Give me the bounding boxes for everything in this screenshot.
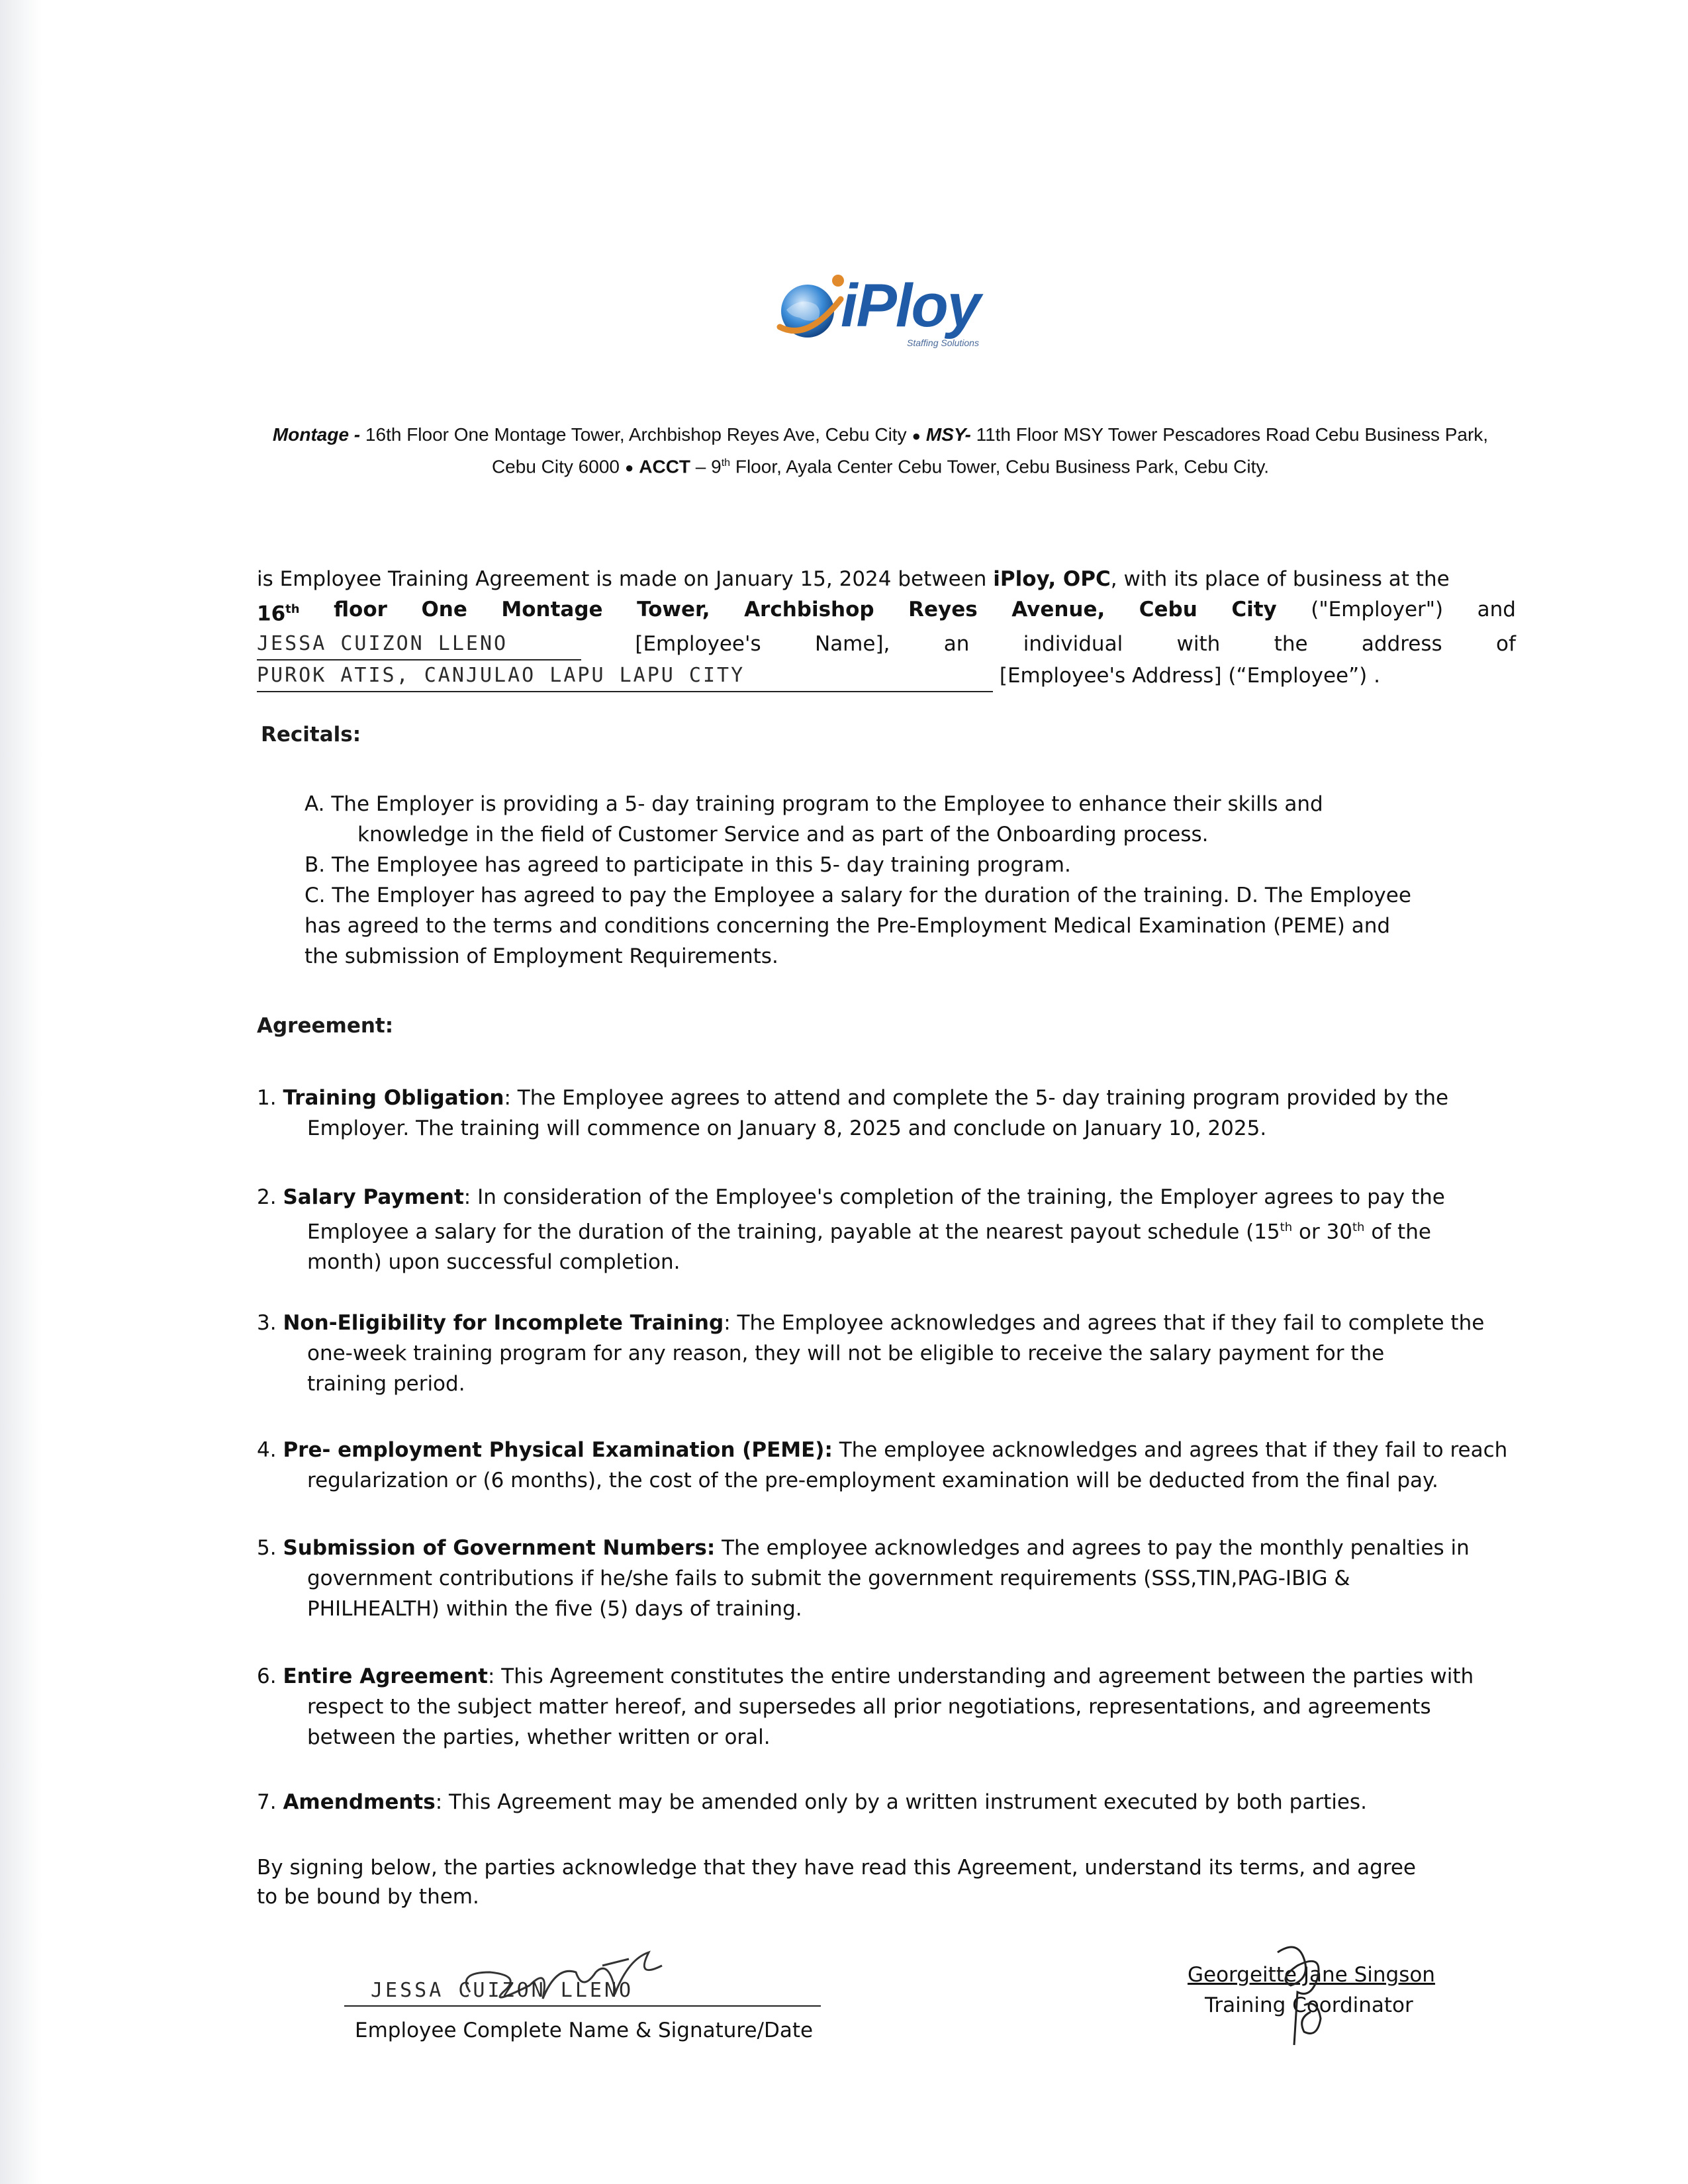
recital-b: B. The Employee has agreed to participate in this 5- day training program.	[305, 853, 1071, 877]
intro-line-3-word: the	[1274, 632, 1308, 657]
clause-4	[257, 1435, 1516, 1496]
intro-line-2	[257, 594, 1516, 629]
employer-address-word: Reyes	[908, 598, 978, 621]
clause-number: 5.	[257, 1536, 283, 1560]
clause-6	[257, 1661, 1516, 1752]
closing-statement	[257, 1853, 1481, 1911]
recital-a-cont: knowledge in the field of Customer Service and as part of the Onboarding process.	[357, 823, 1209, 846]
clause-text: : This Agreement constitutes the entire understanding and agreement between the parties with	[487, 1664, 1474, 1688]
clause-text-cont: regularization or (6 months), the cost of the pre-employment examination will be deducted from the final pay.	[307, 1469, 1438, 1492]
employee-name-handwritten: JESSA CUIZON LLENO	[257, 629, 581, 660]
intro-line-3	[257, 629, 1516, 660]
clause-text-cont: Employee a salary for the duration of the training, payable at the nearest payout schedule (15	[307, 1220, 1280, 1244]
closing-line-2: to be bound by them.	[257, 1885, 479, 1909]
floor-sup: th	[285, 602, 300, 616]
intro-line-4	[257, 660, 1516, 692]
recital-a: A. The Employer is providing a 5- day training program to the Employee to enhance their skills and	[305, 792, 1323, 816]
coordinator-title: Training Coordinator	[1205, 1993, 1413, 2017]
intro-line-1	[257, 564, 1516, 594]
employer-name: iPloy, OPC	[993, 567, 1111, 591]
clause-number: 3.	[257, 1311, 283, 1335]
employee-signature-caption: Employee Complete Name & Signature/Date	[355, 2019, 814, 2042]
clause-number: 1.	[257, 1086, 283, 1110]
employer-address-word: City	[1231, 598, 1277, 621]
intro-line-3-word: [Employee's	[635, 632, 761, 657]
ordinal-sup: th	[1352, 1220, 1365, 1234]
employee-address-label: [Employee's Address] (“Employee”) .	[993, 664, 1380, 688]
acct-address-part1: – 9	[690, 456, 722, 477]
clause-title: Salary Payment	[283, 1185, 464, 1209]
employer-address-word: One	[421, 598, 467, 621]
intro-text-a: is Employee Training Agreement is made on January 15, 2024 between	[257, 567, 994, 591]
recital-c-cont: the submission of Employment Requirements.	[305, 944, 778, 968]
coordinator-signature-block	[1178, 1939, 1456, 2071]
clause-title: Pre- employment Physical Examination (PEME):	[283, 1438, 833, 1462]
signature-line	[344, 2005, 821, 2007]
scan-edge-shadow	[0, 0, 42, 2184]
clause-title: Submission of Government Numbers:	[283, 1536, 716, 1560]
employer-address-word: Montage	[501, 598, 603, 621]
logo-wordmark: iPloy	[841, 272, 980, 340]
employer-address-word: Archbishop	[744, 598, 874, 621]
clause-title: Non-Eligibility for Incomplete Training	[283, 1311, 724, 1335]
intro-line-3-word: an	[943, 632, 970, 657]
clause-3	[257, 1308, 1516, 1399]
clause-2	[257, 1182, 1516, 1277]
bullet-dot: ●	[912, 428, 921, 444]
recital-c: C. The Employer has agreed to pay the Employee a salary for the duration of the training. D. The Employee	[305, 884, 1411, 907]
logo-tagline: Staffing Solutions	[907, 338, 979, 348]
employer-address-word: Cebu	[1139, 598, 1197, 621]
clause-text-cont: respect to the subject matter hereof, and supersedes all prior negotiations, representations, and agreements	[307, 1695, 1431, 1719]
montage-label: Montage -	[272, 424, 365, 445]
clause-text: : In consideration of the Employee's completion of the training, the Employer agrees to pay the	[463, 1185, 1445, 1209]
clause-text: : This Agreement may be amended only by a written instrument executed by both parties.	[435, 1790, 1367, 1814]
acct-label: ACCT	[639, 456, 691, 477]
acct-address-part2: Floor, Ayala Center Cebu Tower, Cebu Business Park, Cebu City.	[730, 456, 1270, 477]
conjunction: and	[1477, 598, 1516, 621]
employer-address-word: Avenue,	[1011, 598, 1105, 621]
intro-text-b: , with its place of business at the	[1110, 567, 1450, 591]
clause-text-cont: between the parties, whether written or oral.	[307, 1725, 771, 1749]
clause-text-cont: of the	[1364, 1220, 1431, 1244]
clause-5	[257, 1533, 1516, 1624]
clause-text-cont: PHILHEALTH) within the five (5) days of training.	[307, 1597, 802, 1621]
clause-text-cont: month) upon successful completion.	[307, 1250, 680, 1275]
employer-address-word: floor	[334, 598, 387, 621]
intro-line-3-word: with	[1176, 632, 1221, 657]
clause-text-cont: or 30	[1292, 1220, 1352, 1244]
clause-text-cont: training period.	[307, 1372, 465, 1396]
clause-text-cont: government contributions if he/she fails to submit the government requirements (SSS,TIN,PAG-IBIG &	[307, 1567, 1350, 1590]
floor-number	[257, 594, 300, 629]
employer-label: ("Employer")	[1311, 598, 1444, 621]
clause-number: 2.	[257, 1185, 283, 1209]
clause-text: : The Employee agrees to attend and complete the 5- day training program provided by the	[504, 1086, 1449, 1110]
clause-text: The employee acknowledges and agrees to pay the monthly penalties in	[715, 1536, 1470, 1560]
clause-text: The employee acknowledges and agrees that if they fail to reach	[832, 1438, 1508, 1462]
bullet-dot: ●	[624, 459, 634, 477]
company-logo	[774, 265, 1000, 357]
msy-label: MSY-	[925, 424, 976, 445]
intro-line-3-word: address	[1361, 632, 1442, 657]
ordinal-sup: th	[1280, 1220, 1293, 1234]
clause-text-cont: one-week training program for any reason, they will not be eligible to receive the salary payment for the	[307, 1342, 1385, 1365]
clause-text-cont: Employer. The training will commence on January 8, 2025 and conclude on January 10, 2025.	[307, 1116, 1267, 1140]
clause-number: 7.	[257, 1790, 283, 1814]
employee-address-handwritten: PUROK ATIS, CANJULAO LAPU LAPU CITY	[257, 660, 993, 692]
clause-number: 6.	[257, 1664, 283, 1688]
clause-number: 4.	[257, 1438, 283, 1462]
recital-c-cont: has agreed to the terms and conditions concerning the Pre-Employment Medical Examination (PEME) and	[305, 914, 1391, 938]
coordinator-name: Georgeitte Jane Singson	[1188, 1963, 1435, 1987]
intro-line-3-word: of	[1496, 632, 1516, 657]
employer-address-word: Tower,	[637, 598, 710, 621]
globe-icon	[774, 270, 847, 349]
clause-1	[257, 1083, 1516, 1144]
msy-address: 11th Floor MSY Tower Pescadores Road Cebu Business Park, Cebu City 6000	[491, 424, 1489, 477]
employee-signature-block	[344, 1946, 821, 2042]
recitals-list	[305, 789, 1470, 972]
intro-line-3-word: individual	[1023, 632, 1123, 657]
intro-line-3-word: Name],	[815, 632, 890, 657]
clause-title: Amendments	[283, 1790, 436, 1814]
montage-address: 16th Floor One Montage Tower, Archbishop Reyes Ave, Cebu City	[365, 424, 907, 445]
clause-7	[257, 1787, 1516, 1817]
intro-paragraph	[257, 564, 1516, 692]
acct-sup: th	[721, 457, 731, 469]
clause-title: Training Obligation	[283, 1086, 504, 1110]
clause-title: Entire Agreement	[283, 1664, 488, 1688]
agreement-heading: Agreement:	[257, 1014, 394, 1038]
coordinator-signature	[1258, 1939, 1350, 2052]
floor-number-text: 16	[257, 602, 286, 626]
intro-line-1-text	[257, 564, 1450, 594]
office-addresses	[265, 421, 1496, 481]
clause-text: : The Employee acknowledges and agrees that if they fail to complete the	[724, 1311, 1485, 1335]
closing-line-1: By signing below, the parties acknowledge that they have read this Agreement, understand its terms, and agree	[257, 1856, 1417, 1880]
recitals-heading: Recitals:	[261, 723, 361, 747]
employee-printed-name-handwritten: JESSA CUIZON LLENO	[371, 1979, 634, 2002]
